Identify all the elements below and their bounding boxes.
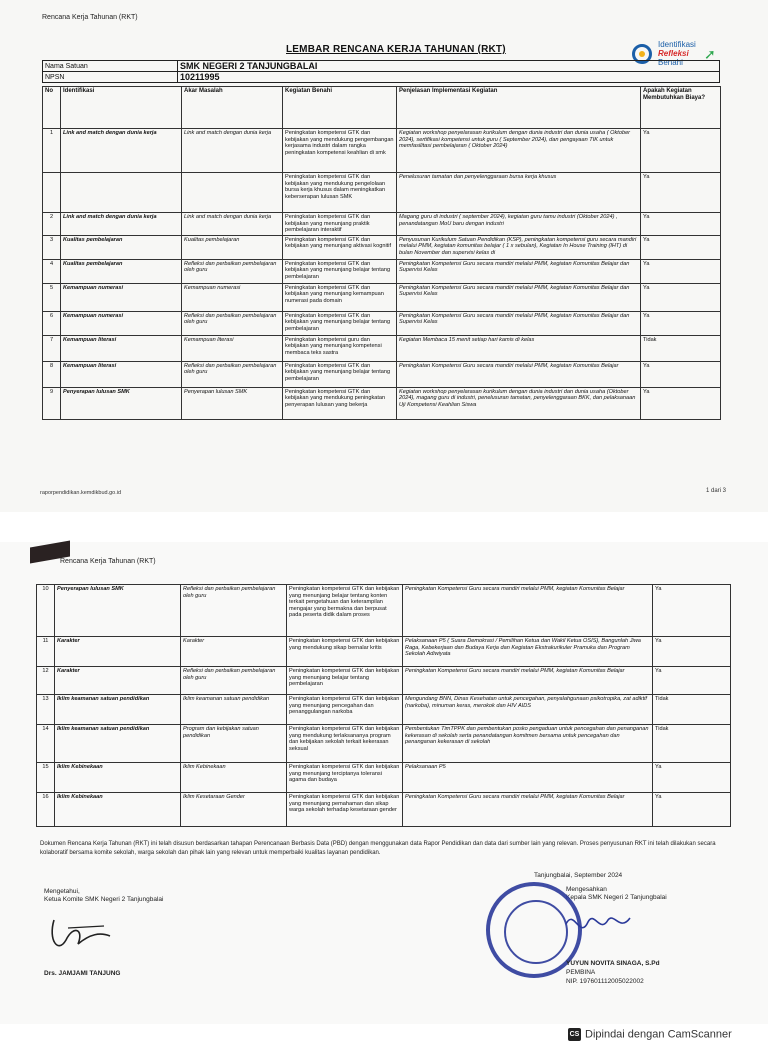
logo-line-2: Refleksi	[658, 49, 689, 58]
table-row	[37, 637, 731, 667]
table-row	[37, 763, 731, 793]
table-row	[37, 695, 731, 725]
table-row	[43, 311, 721, 335]
cell-identifikasi: Karakter	[55, 637, 181, 667]
cell-no: 1	[43, 129, 61, 173]
cell-akar-masalah: Kemampuan literasi	[182, 335, 283, 361]
camscanner-logo-icon: CS	[568, 1028, 581, 1041]
col-header-kegiatan-benahi: Kegiatan Benahi	[283, 87, 397, 129]
table-row	[43, 361, 721, 387]
cell-biaya: Ya	[641, 173, 721, 213]
table-row	[37, 585, 731, 637]
cell-identifikasi: Kemampuan numerasi	[61, 283, 182, 311]
cell-penjelasan: Pelaksanaan P5 ( Suara Demokrasi / Pemilihan Ketua dan Wakil Ketua OSIS), Bangunlah Jiwa Raga, Kebekerjaan dan Budaya Kerja dan Kegiatan Ekstrakurikuler Pramuka dan Program Sekolah Adiwiyata	[403, 637, 653, 667]
cell-biaya: Ya	[653, 763, 731, 793]
cell-kegiatan: Peningkatan kompetensi GTK dan kebijakan yang menunjang pemahaman dan sikap warga sekolah terhadap kesetaraan gender	[287, 793, 403, 827]
logo-line-3: Benahi	[658, 58, 683, 67]
cell-akar-masalah: Link and match dengan dunia kerja	[182, 213, 283, 236]
right-sig-rank: PEMBINA	[566, 969, 596, 976]
cell-penjelasan: Peningkatan Kompetensi Guru secara mandiri melalui PMM, kegiatan Komunitas Belajar	[403, 667, 653, 695]
info-row	[43, 61, 720, 72]
cell-no: 16	[37, 793, 55, 827]
page-number: 1 dari 3	[706, 488, 727, 494]
cell-no: 6	[43, 311, 61, 335]
table-row	[43, 387, 721, 419]
cell-akar-masalah: Program dan kebijakan satuan pendidikan	[181, 725, 287, 763]
cell-identifikasi: Iklim keamanan satuan pendidikan	[55, 695, 181, 725]
table-row	[43, 335, 721, 361]
table-row	[43, 259, 721, 283]
table-row	[43, 173, 721, 213]
cell-biaya: Ya	[641, 235, 721, 259]
cell-biaya: Ya	[641, 129, 721, 173]
cell-identifikasi: Penyerapan lulusan SMK	[61, 387, 182, 419]
cell-identifikasi: Iklim keamanan satuan pendidikan	[55, 725, 181, 763]
school-info-table	[42, 60, 720, 83]
cell-no: 7	[43, 335, 61, 361]
cell-akar-masalah: Refleksi dan perbaikan pembelajaran oleh guru	[181, 585, 287, 637]
left-handwritten-signature	[44, 910, 114, 956]
place-date: Tanjungbalai, September 2024	[534, 872, 623, 879]
cell-identifikasi: Kemampuan literasi	[61, 335, 182, 361]
camscanner-watermark	[568, 1028, 732, 1041]
cell-kegiatan: Peningkatan kompetensi GTK dan kebijakan yang menunjang kemampuan numerasi pada domain	[283, 283, 397, 311]
cell-akar-masalah: Iklim Kesetaraan Gender	[181, 793, 287, 827]
cell-no	[43, 173, 61, 213]
right-sig-line-2: Kepala SMK Negeri 2 Tanjungbalai	[566, 894, 667, 901]
right-handwritten-signature	[560, 904, 640, 944]
table-header-row	[43, 87, 721, 129]
cell-akar-masalah: Kualitas pembelajaran	[182, 235, 283, 259]
cell-identifikasi: Kemampuan numerasi	[61, 311, 182, 335]
cell-akar-masalah: Refleksi dan perbaikan pembelajaran oleh guru	[181, 667, 287, 695]
footer-url: raporpendidikan.kemdikbud.go.id	[40, 490, 122, 496]
cell-biaya: Ya	[641, 311, 721, 335]
cell-biaya: Ya	[653, 793, 731, 827]
cell-penjelasan: Peningkatan Kompetensi Guru secara mandiri melalui PMM, kegiatan Komunitas Belajar dan Supervisi Kelas	[397, 283, 641, 311]
document-note: Dokumen Rencana Kerja Tahunan (RKT) ini telah disusun berdasarkan tahapan Perencanaan Berbasis Data (PBD) dengan menggunakan data Rapor Pendidikan dan data dari sumber lain yang relevan. Proses penyusunan RKT ini telah dilakukan secara kolaboratif bersama komite sekolah, warga sekolah dan pihak lain yang relevan untuk memperbaiki kualitas layanan pendidikan.	[40, 841, 716, 856]
right-sig-line-1: Mengesahkan	[566, 886, 607, 893]
cell-identifikasi	[61, 173, 182, 213]
cell-kegiatan: Peningkatan kompetensi GTK dan kebijakan yang menunjang pencegahan dan penanggulangan narkoba	[287, 695, 403, 725]
table-row	[43, 129, 721, 173]
cell-akar-masalah: Iklim Kebinekaan	[181, 763, 287, 793]
cell-akar-masalah: Kemampuan numerasi	[182, 283, 283, 311]
cell-penjelasan: Kegiatan workshop penyelarasan kurikulum dengan dunia industri dan dunia usaha ( Oktober 2024), sertifikasi kompetensi untuk guru ( September 2024), dan pengayaan TIK untuk memfasilitasi pembelajaran ( Oktober 2024)	[397, 129, 641, 173]
logo-line-1: Identifikasi	[658, 40, 696, 49]
cell-penjelasan: Kegiatan Membaca 15 menit setiap hari kamis di kelas	[397, 335, 641, 361]
cell-penjelasan: Penelusuran tamatan dan penyelenggaraan bursa kerja khusus	[397, 173, 641, 213]
cell-no: 10	[37, 585, 55, 637]
cell-penjelasan: Kegiatan workshop penyelarasan kurikulum dengan dunia industri dan dunia usaha (Oktober 2024), magang guru di industri, penelusuran tamatan, penyelenggaraan BKK, dan pelaksanaan Uji Kompetensi Keahlian Siswa	[397, 387, 641, 419]
cell-kegiatan: Peningkatan kompetensi GTK dan kebijakan yang menunjang praktik pembelajaran interaktif	[283, 213, 397, 236]
left-sig-line-2: Ketua Komite SMK Negeri 2 Tanjungbalai	[44, 896, 164, 903]
cell-biaya: Ya	[641, 283, 721, 311]
cell-kegiatan: Peningkatan kompetensi guru dan kebijakan yang menunjang kompetensi membaca teks sastra	[283, 335, 397, 361]
table-row	[43, 283, 721, 311]
cell-akar-masalah: Refleksi dan perbaikan pembelajaran oleh guru	[182, 311, 283, 335]
cell-identifikasi: Kualitas pembelajaran	[61, 259, 182, 283]
col-header-penjelasan: Penjelasan Implementasi Kegiatan	[397, 87, 641, 129]
logo-arrow-icon: ➚	[704, 46, 716, 62]
page-header-label: Rencana Kerja Tahunan (RKT)	[42, 14, 138, 21]
cell-kegiatan: Peningkatan kompetensi GTK dan kebijakan yang mendukung sikap bernalar kritis	[287, 637, 403, 667]
cell-no: 9	[43, 387, 61, 419]
cell-no: 12	[37, 667, 55, 695]
document-page-2	[0, 542, 768, 1024]
cell-biaya: Tidak	[653, 725, 731, 763]
cell-no: 2	[43, 213, 61, 236]
col-header-no: No	[43, 87, 61, 129]
cell-kegiatan: Peningkatan kompetensi GTK dan kebijakan yang mendukung pengelolaan bursa kerja khusus dalam meningkatkan keberserapan lulusan SMK	[283, 173, 397, 213]
cell-akar-masalah: Link and match dengan dunia kerja	[182, 129, 283, 173]
camscanner-text: Dipindai dengan CamScanner	[585, 1028, 732, 1041]
cell-biaya: Ya	[653, 667, 731, 695]
cell-kegiatan: Peningkatan kompetensi GTK dan kebijakan yang menunjang belajar tentang pembelajaran	[283, 259, 397, 283]
cell-kegiatan: Peningkatan kompetensi GTK dan kebijakan yang menunjang belajar tentang pembelajaran	[283, 311, 397, 335]
cell-no: 8	[43, 361, 61, 387]
cell-no: 13	[37, 695, 55, 725]
cell-no: 11	[37, 637, 55, 667]
cell-no: 15	[37, 763, 55, 793]
cell-kegiatan: Peningkatan kompetensi GTK dan kebijakan yang menunjang belajar tentang pembelajaran	[283, 361, 397, 387]
cell-akar-masalah: Refleksi dan perbaikan pembelajaran oleh guru	[182, 259, 283, 283]
cell-kegiatan: Peningkatan kompetensi GTK dan kebijakan yang mendukung pengembangan kerjasama industri dalam rangka peningkatan kompetensi keahlian di smk	[283, 129, 397, 173]
cell-kegiatan: Peningkatan kompetensi GTK dan kebijakan yang menunjang terciptanya toleransi agama dan budaya	[287, 763, 403, 793]
cell-biaya: Ya	[641, 361, 721, 387]
right-signature-block	[566, 886, 667, 902]
right-sig-nip: NIP. 197601112005022002	[566, 978, 644, 985]
cell-akar-masalah: Iklim keamanan satuan pendidikan	[181, 695, 287, 725]
cell-kegiatan: Peningkatan kompetensi GTK dan kebijakan yang mendukung terlaksananya program dan kebijakan sekolah terkait kekerasan seksual	[287, 725, 403, 763]
left-signature-block	[44, 888, 163, 904]
cell-penjelasan: Peningkatan Kompetensi Guru secara mandiri melalui PMM, kegiatan Komunitas Belajar	[397, 361, 641, 387]
cell-penjelasan: Mengundang BNN, Dinas Kesehatan untuk pencegahan, penyalahgunaan psikotropika, zat adiktif (narkoba), minuman keras, merokok dan HIV AIDS	[403, 695, 653, 725]
cell-penjelasan: Magang guru di industri ( september 2024), kegiatan guru tamu industri (Oktober 2024) , penandatangan MoU baru dengan industri	[397, 213, 641, 236]
cell-identifikasi: Iklim Kebinekaan	[55, 763, 181, 793]
cell-kegiatan: Peningkatan kompetensi GTK dan kebijakan yang mendukung peningkatan penyerapan lulusan yang bekerja	[283, 387, 397, 419]
cell-no: 4	[43, 259, 61, 283]
cell-kegiatan: Peningkatan kompetensi GTK dan kebijakan yang menunjang belajar tentang pembelajaran	[287, 667, 403, 695]
cell-biaya: Ya	[641, 259, 721, 283]
table-row	[37, 793, 731, 827]
cell-penjelasan: Peningkatan Kompetensi Guru secara mandiri melalui PMM, kegiatan Komunitas Belajar dan Supervisi Kelas	[397, 259, 641, 283]
info-label: NPSN	[43, 72, 178, 83]
table-row	[37, 725, 731, 763]
cell-no: 14	[37, 725, 55, 763]
cell-identifikasi: Karakter	[55, 667, 181, 695]
left-sig-line-1: Mengetahui,	[44, 888, 80, 895]
cell-biaya: Ya	[641, 213, 721, 236]
left-sig-name: Drs. JAMJAMI TANJUNG	[44, 970, 121, 977]
document-page-1	[0, 0, 768, 512]
cell-no: 5	[43, 283, 61, 311]
cell-penjelasan: Peningkatan Kompetensi Guru secara mandiri melalui PMM, kegiatan Komunitas Belajar dan Supervisi Kelas	[397, 311, 641, 335]
cell-biaya: Tidak	[641, 335, 721, 361]
table-row	[43, 213, 721, 236]
col-header-akar-masalah: Akar Masalah	[182, 87, 283, 129]
cell-akar-masalah: Penyerapan lulusan SMK	[182, 387, 283, 419]
cell-identifikasi: Kualitas pembelajaran	[61, 235, 182, 259]
cell-biaya: Ya	[653, 637, 731, 667]
cell-kegiatan: Peningkatan kompetensi GTK dan kebijakan yang menunjang belajar tentang konten terkait pengetahuan dan keterampilan mengajar yang bermakna dan berpusat pada peserta didik dalam proses	[287, 585, 403, 637]
cell-identifikasi: Link and match dengan dunia kerja	[61, 213, 182, 236]
rkt-table-page-2	[36, 584, 731, 827]
page-header-label: Rencana Kerja Tahunan (RKT)	[60, 558, 156, 565]
cell-biaya: Ya	[641, 387, 721, 419]
cell-identifikasi: Kemampuan literasi	[61, 361, 182, 387]
cell-biaya: Tidak	[653, 695, 731, 725]
cell-no: 3	[43, 235, 61, 259]
cell-penjelasan: Pembentukan TimTPPK dan pembentukan posko pengaduan untuk pencegahan dan penanganan kekerasan di sekolah serta penandatangan komitmen bersama untuk pencegahan dan penanganan kekerasan di sekolah	[403, 725, 653, 763]
cell-biaya: Ya	[653, 585, 731, 637]
cell-penjelasan: Penyusunan Kurikulum Satuan Pendidikan (KSP), peningkatan kompetensi guru secara mandiri melalui PMM, kegiatan komunitas belajar ( 1 x sebulan), Kegiatan In House Training (IHT) di bulan November dan supervisi kelas di	[397, 235, 641, 259]
rkt-table-page-1	[42, 86, 721, 420]
cell-penjelasan: Pelaksanaan P5	[403, 763, 653, 793]
cell-akar-masalah	[182, 173, 283, 213]
cell-penjelasan: Peningkatan Kompetensi Guru secara mandiri melalui PMM, kegiatan Komunitas Belajar	[403, 585, 653, 637]
info-value: SMK NEGERI 2 TANJUNGBALAI	[178, 61, 720, 72]
table-row	[37, 667, 731, 695]
info-row	[43, 72, 720, 83]
info-label: Nama Satuan	[43, 61, 178, 72]
cell-kegiatan: Peningkatan kompetensi GTK dan kebijakan yang menunjang aktivasi kognitif	[283, 235, 397, 259]
cell-akar-masalah: Refleksi dan perbaikan pembelajaran oleh guru	[182, 361, 283, 387]
cell-identifikasi: Iklim Kebinekaan	[55, 793, 181, 827]
document-title: LEMBAR RENCANA KERJA TAHUNAN (RKT)	[286, 44, 506, 55]
col-header-biaya: Apakah Kegiatan Membutuhkan Biaya?	[641, 87, 721, 129]
cell-akar-masalah: Karakter	[181, 637, 287, 667]
col-header-identifikasi: Identifikasi	[61, 87, 182, 129]
info-value: 10211995	[178, 72, 720, 83]
cell-identifikasi: Penyerapan lulusan SMK	[55, 585, 181, 637]
cell-penjelasan: Peningkatan Kompetensi Guru secara mandiri melalui PMM, kegiatan Komunitas Belajar	[403, 793, 653, 827]
right-sig-name: YUYUN NOVITA SINAGA, S.Pd	[566, 960, 660, 967]
table-row	[43, 235, 721, 259]
cell-identifikasi: Link and match dengan dunia kerja	[61, 129, 182, 173]
